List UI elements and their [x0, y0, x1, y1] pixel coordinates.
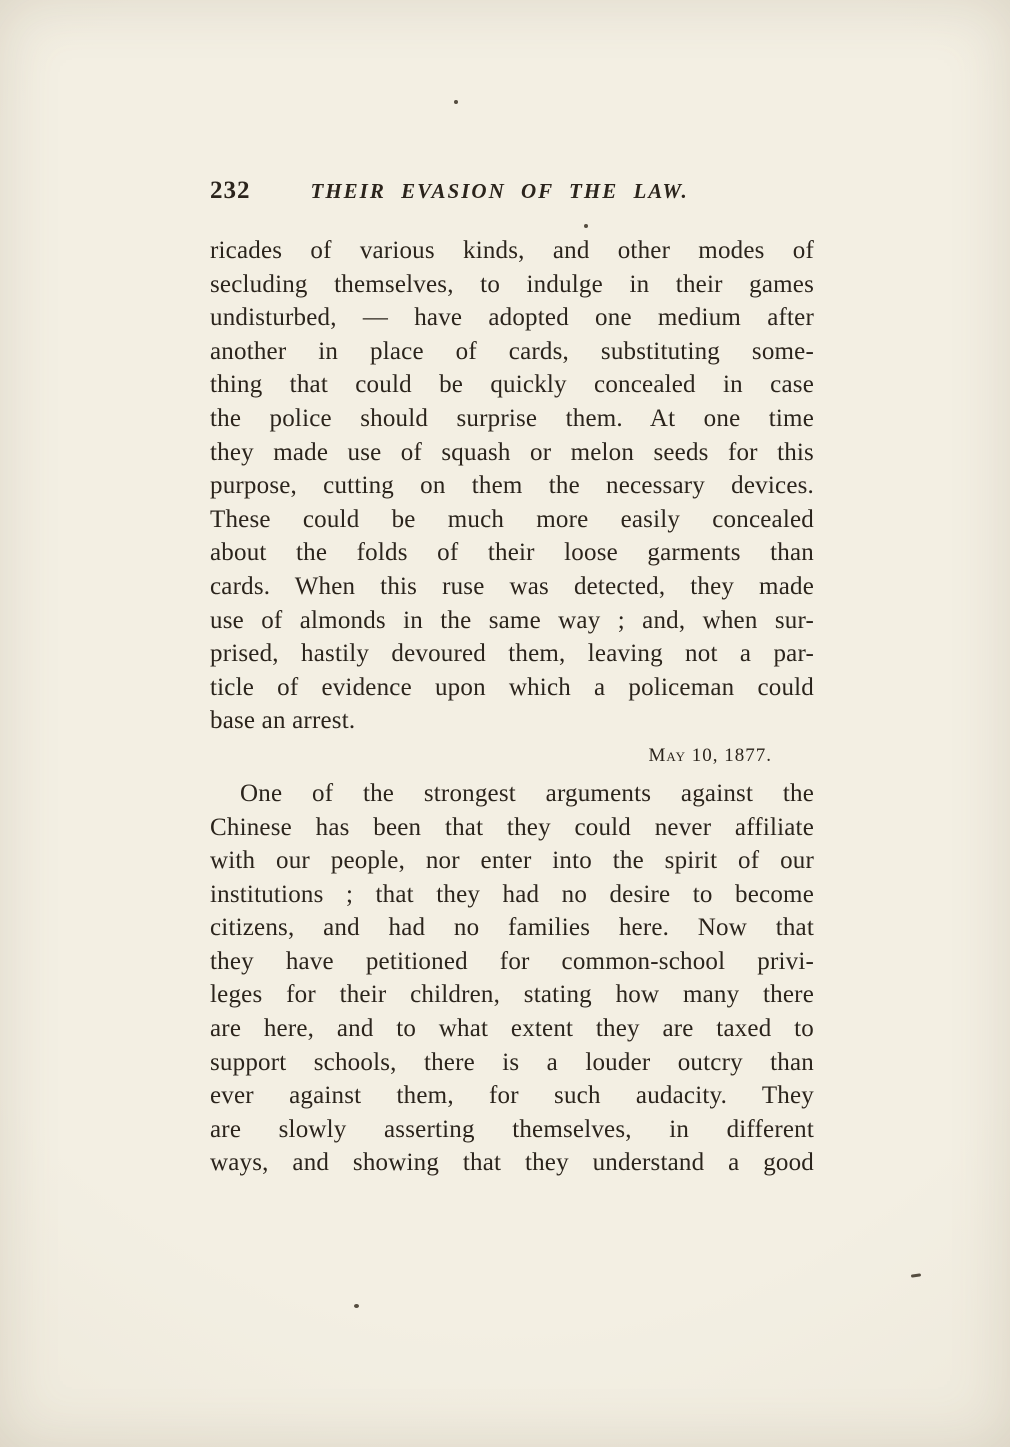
text-line: secluding themselves, to indulge in their games [210, 270, 814, 298]
text-line: the police should surprise them. At one time [210, 404, 814, 432]
scan-speck [454, 100, 458, 104]
text-line: with our people, nor enter into the spirit of our [210, 847, 814, 875]
text-line: they made use of squash or melon seeds for this [210, 438, 814, 466]
text-line: base an arrest. [210, 707, 356, 735]
text-line: purpose, cutting on them the necessary devices. [210, 472, 814, 500]
scan-speck [584, 224, 588, 228]
text-line: another in place of cards, substituting some- [210, 337, 814, 365]
text-line: ever against them, for such audacity. They [210, 1082, 814, 1110]
text-line: about the folds of their loose garments than [210, 539, 814, 567]
text-line: institutions ; that they had no desire to become [210, 880, 814, 908]
text-line: ticle of evidence upon which a policeman could [210, 673, 814, 701]
page-body [210, 208, 814, 1180]
text-line: use of almonds in the same way ; and, when sur- [210, 606, 814, 634]
text-line: cards. When this ruse was detected, they made [210, 572, 814, 600]
text-line: support schools, there is a louder outcry than [210, 1048, 814, 1076]
running-title: THEIR EVASION OF THE LAW. [310, 179, 689, 203]
text-line: undisturbed, — have adopted one medium after [210, 304, 814, 332]
text-line: prised, hastily devoured them, leaving not a par- [210, 640, 814, 668]
text-line: citizens, and had no families here. Now that [210, 914, 814, 942]
text-line: are here, and to what extent they are taxed to [210, 1015, 814, 1043]
text-line: ricades of various kinds, and other modes of [210, 237, 814, 264]
text-line: These could be much more easily concealed [210, 505, 814, 533]
text-line: thing that could be quickly concealed in case [210, 371, 814, 399]
text-line: leges for their children, stating how many there [210, 981, 814, 1009]
scan-speck [911, 1273, 921, 1277]
text-line: Chinese has been that they could never affiliate [210, 813, 814, 841]
text-line: One of the strongest arguments against the [240, 779, 814, 807]
scan-speck [354, 1304, 359, 1308]
text-line: are slowly asserting themselves, in different [210, 1115, 814, 1143]
paragraph-2 [210, 777, 814, 1180]
page-header [210, 174, 814, 208]
text-line: ways, and showing that they understand a good [210, 1149, 814, 1177]
date-line: May 10, 1877. [648, 744, 772, 766]
page-number: 232 [210, 177, 251, 204]
paragraph-1 [210, 234, 814, 738]
text-line: they have petitioned for common-school privi- [210, 947, 814, 975]
